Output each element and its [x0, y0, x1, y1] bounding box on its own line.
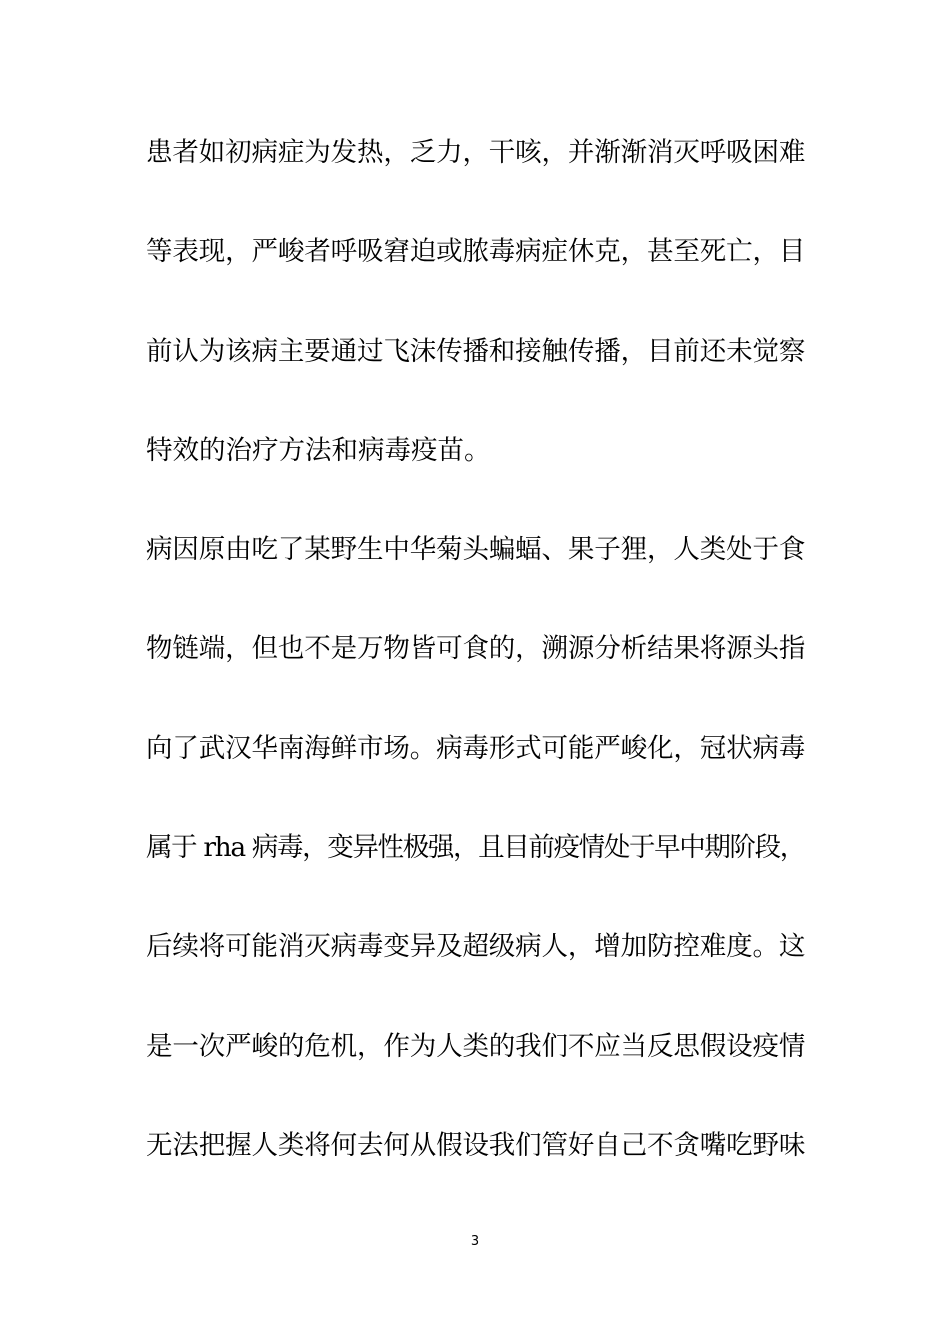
paragraph-line: 患者如初病症为发热，乏力，干咳，并渐渐消灭呼吸困难 [146, 137, 806, 168]
paragraph-line: 病因原由吃了某野生中华菊头蝙蝠、果子狸，人类处于食 [146, 534, 806, 565]
paragraph-line: 前认为该病主要通过飞沫传播和接触传播，目前还未觉察 [146, 336, 806, 367]
paragraph-line: 是一次严峻的危机，作为人类的我们不应当反思假设疫情 [146, 1031, 806, 1062]
page-number: 3 [470, 1234, 480, 1249]
paragraph-line: 等表现，严峻者呼吸窘迫或脓毒病症休克，甚至死亡，目 [146, 236, 806, 267]
paragraph-line: 属于 rha 病毒，变异性极强，且目前疫情处于早中期阶段， [146, 832, 805, 863]
paragraph-line: 无法把握人类将何去何从假设我们管好自己不贪嘴吃野味 [146, 1130, 806, 1161]
paragraph-line: 物链端，但也不是万物皆可食的，溯源分析结果将源头指 [146, 633, 806, 664]
paragraph-line: 后续将可能消灭病毒变异及超级病人，增加防控难度。这 [146, 931, 806, 962]
paragraph-line: 向了武汉华南海鲜市场。病毒形式可能严峻化，冠状病毒 [146, 733, 806, 764]
paragraph-line: 特效的治疗方法和病毒疫苗。 [146, 435, 491, 466]
